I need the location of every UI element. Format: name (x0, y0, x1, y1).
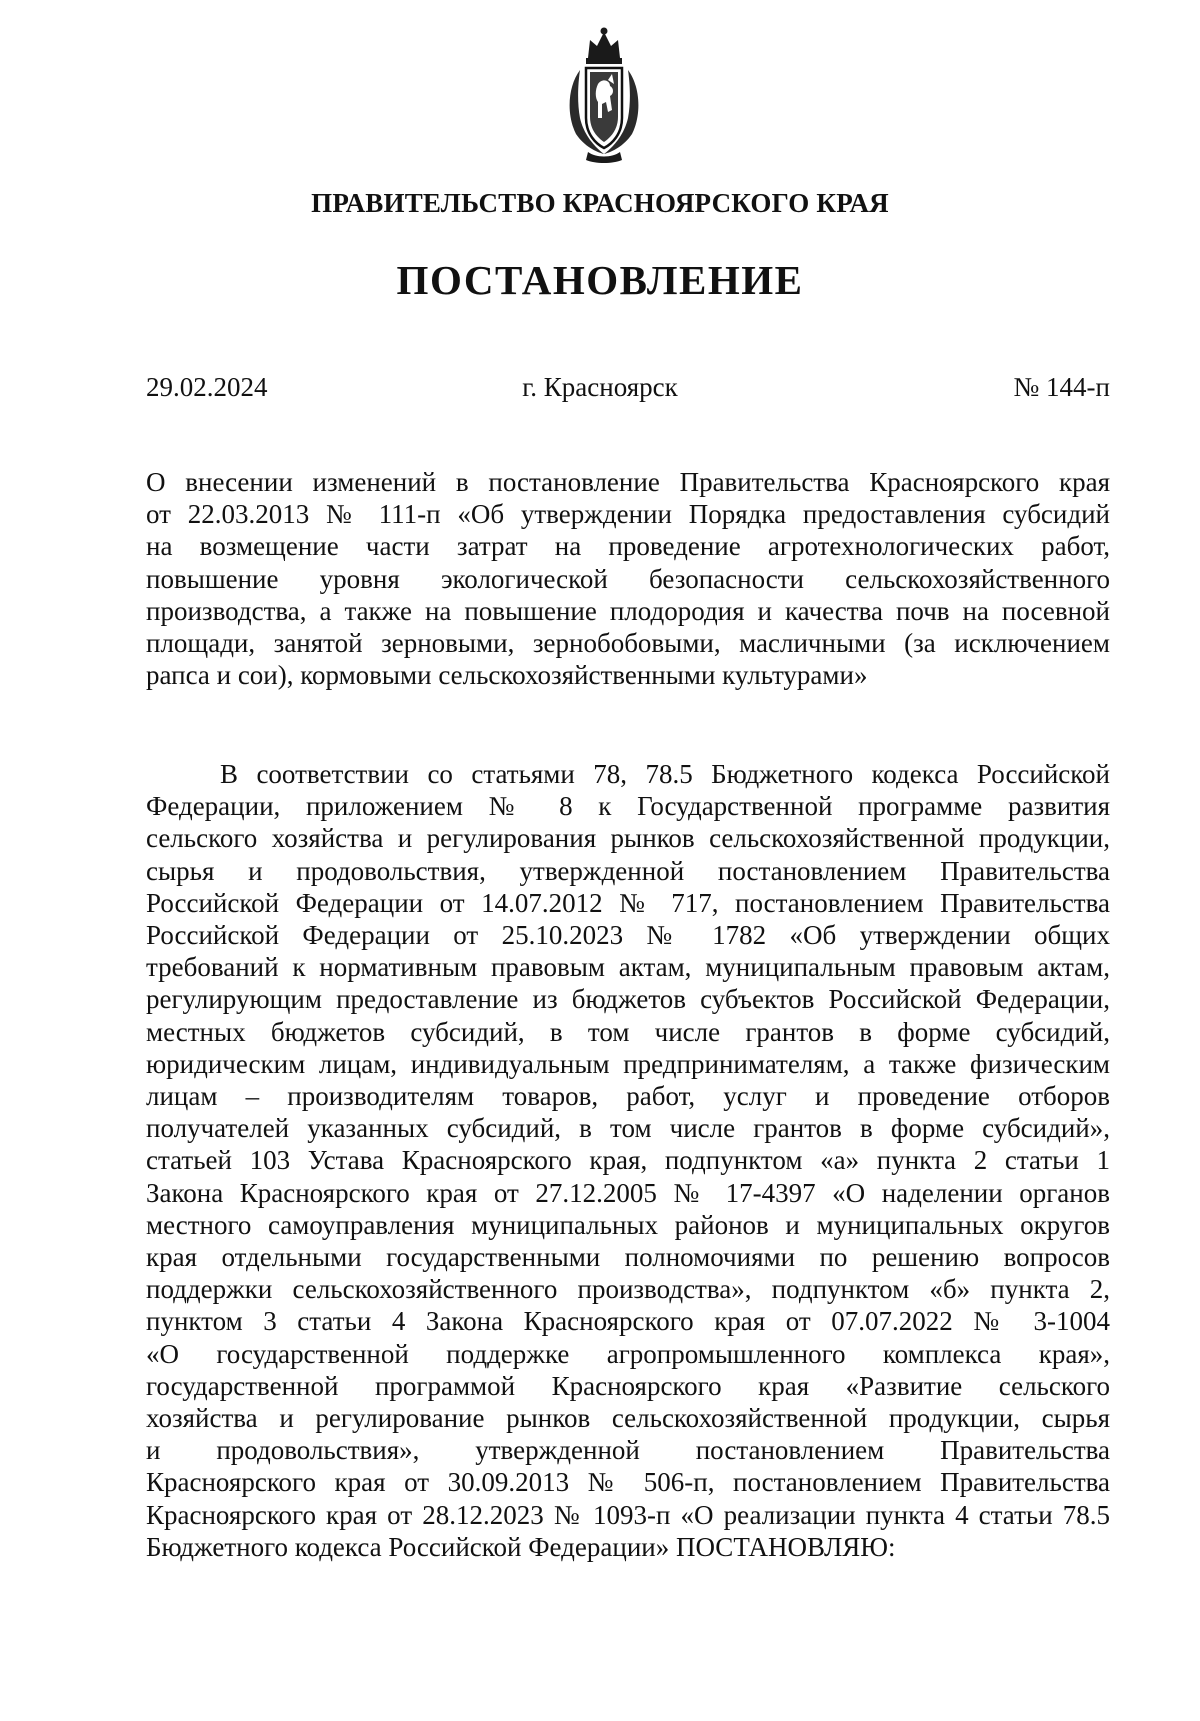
body-line: поддержки сельскохозяйственного производства», подпунктом «б» пункта 2, (146, 1274, 1110, 1305)
body-line: получателей указанных субсидий, в том числе грантов в форме субсидий», (146, 1113, 1110, 1144)
body-line: лицам – производителям товаров, работ, услуг и проведение отборов (146, 1081, 1110, 1112)
organization-name: ПРАВИТЕЛЬСТВО КРАСНОЯРСКОГО КРАЯ (311, 188, 889, 218)
title-line: на возмещение части затрат на проведение агротехнологических работ, (146, 531, 1110, 562)
body-line: Красноярского края от 28.12.2023 № 1093-п «О реализации пункта 4 статьи 78.5 (146, 1499, 1110, 1530)
title-line: рапса и сои), кормовыми сельскохозяйственными культурами» (146, 660, 868, 691)
body-line: Российской Федерации от 14.07.2012 № 717, постановлением Правительства (146, 887, 1110, 918)
body-line: Российской Федерации от 25.10.2023 № 1782 «Об утверждении общих (146, 920, 1110, 951)
body-line: регулирующим предоставление из бюджетов субъектов Российской Федерации, (146, 984, 1110, 1015)
body-line: сырья и продовольствия, утвержденной постановлением Правительства (146, 855, 1110, 886)
title-line: О внесении изменений в постановление Правительства Красноярского края (146, 467, 1110, 497)
document-date: 29.02.2024 (146, 372, 268, 402)
title-line: площади, занятой зерновыми, зернобобовыми, масличными (за исключением (146, 628, 1110, 659)
title-line: от 22.03.2013 № 111-п «Об утверждении Порядка предоставления субсидий (146, 499, 1110, 530)
body-line: статьей 103 Устава Красноярского края, подпунктом «а» пункта 2 статьи 1 (146, 1145, 1110, 1176)
coat-of-arms-icon (562, 26, 646, 164)
body-line: хозяйства и регулирование рынков сельскохозяйственной продукции, сырья (146, 1403, 1110, 1434)
document-city: г. Красноярск (522, 372, 678, 402)
document-type-heading: ПОСТАНОВЛЕНИЕ (396, 257, 804, 303)
body-line: юридическим лицам, индивидуальным предпринимателям, а также физическим (146, 1048, 1110, 1079)
preamble-paragraph (146, 758, 1110, 1563)
title-line: повышение уровня экологической безопасности сельскохозяйственного (146, 563, 1110, 594)
body-line: и продовольствия», утвержденной постановлением Правительства (146, 1435, 1110, 1466)
document-number: № 144-п (1013, 372, 1110, 402)
body-line: местного самоуправления муниципальных районов и муниципальных округов (146, 1209, 1110, 1240)
body-line: Федерации, приложением № 8 к Государственной программе развития (146, 791, 1110, 822)
body-line: сельского хозяйства и регулирования рынков сельскохозяйственной продукции, (146, 823, 1110, 854)
body-line: государственной программой Красноярского края «Развитие сельского (146, 1370, 1110, 1401)
title-line: производства, а также на повышение плодородия и качества почв на посевной (146, 595, 1110, 626)
body-line: местных бюджетов субсидий, в том числе грантов в форме субсидий, (146, 1016, 1110, 1047)
body-line: пунктом 3 статьи 4 Закона Красноярского края от 07.07.2022 № 3-1004 (146, 1306, 1110, 1337)
body-line: Красноярского края от 30.09.2013 № 506-п, постановлением Правительства (146, 1467, 1110, 1498)
body-line: Бюджетного кодекса Российской Федерации» ПОСТАНОВЛЯЮ: (146, 1531, 896, 1562)
body-line: В соответствии со статьями 78, 78.5 Бюджетного кодекса Российской (220, 759, 1110, 789)
body-line: края отдельными государственными полномочиями по решению вопросов (146, 1242, 1110, 1273)
document-title (146, 466, 1110, 691)
body-line: Закона Красноярского края от 27.12.2005 № 17-4397 «О наделении органов (146, 1177, 1110, 1208)
body-line: требований к нормативным правовым актам, муниципальным правовым актам, (146, 952, 1110, 983)
body-line: «О государственной поддержке агропромышленного комплекса края», (146, 1338, 1110, 1369)
